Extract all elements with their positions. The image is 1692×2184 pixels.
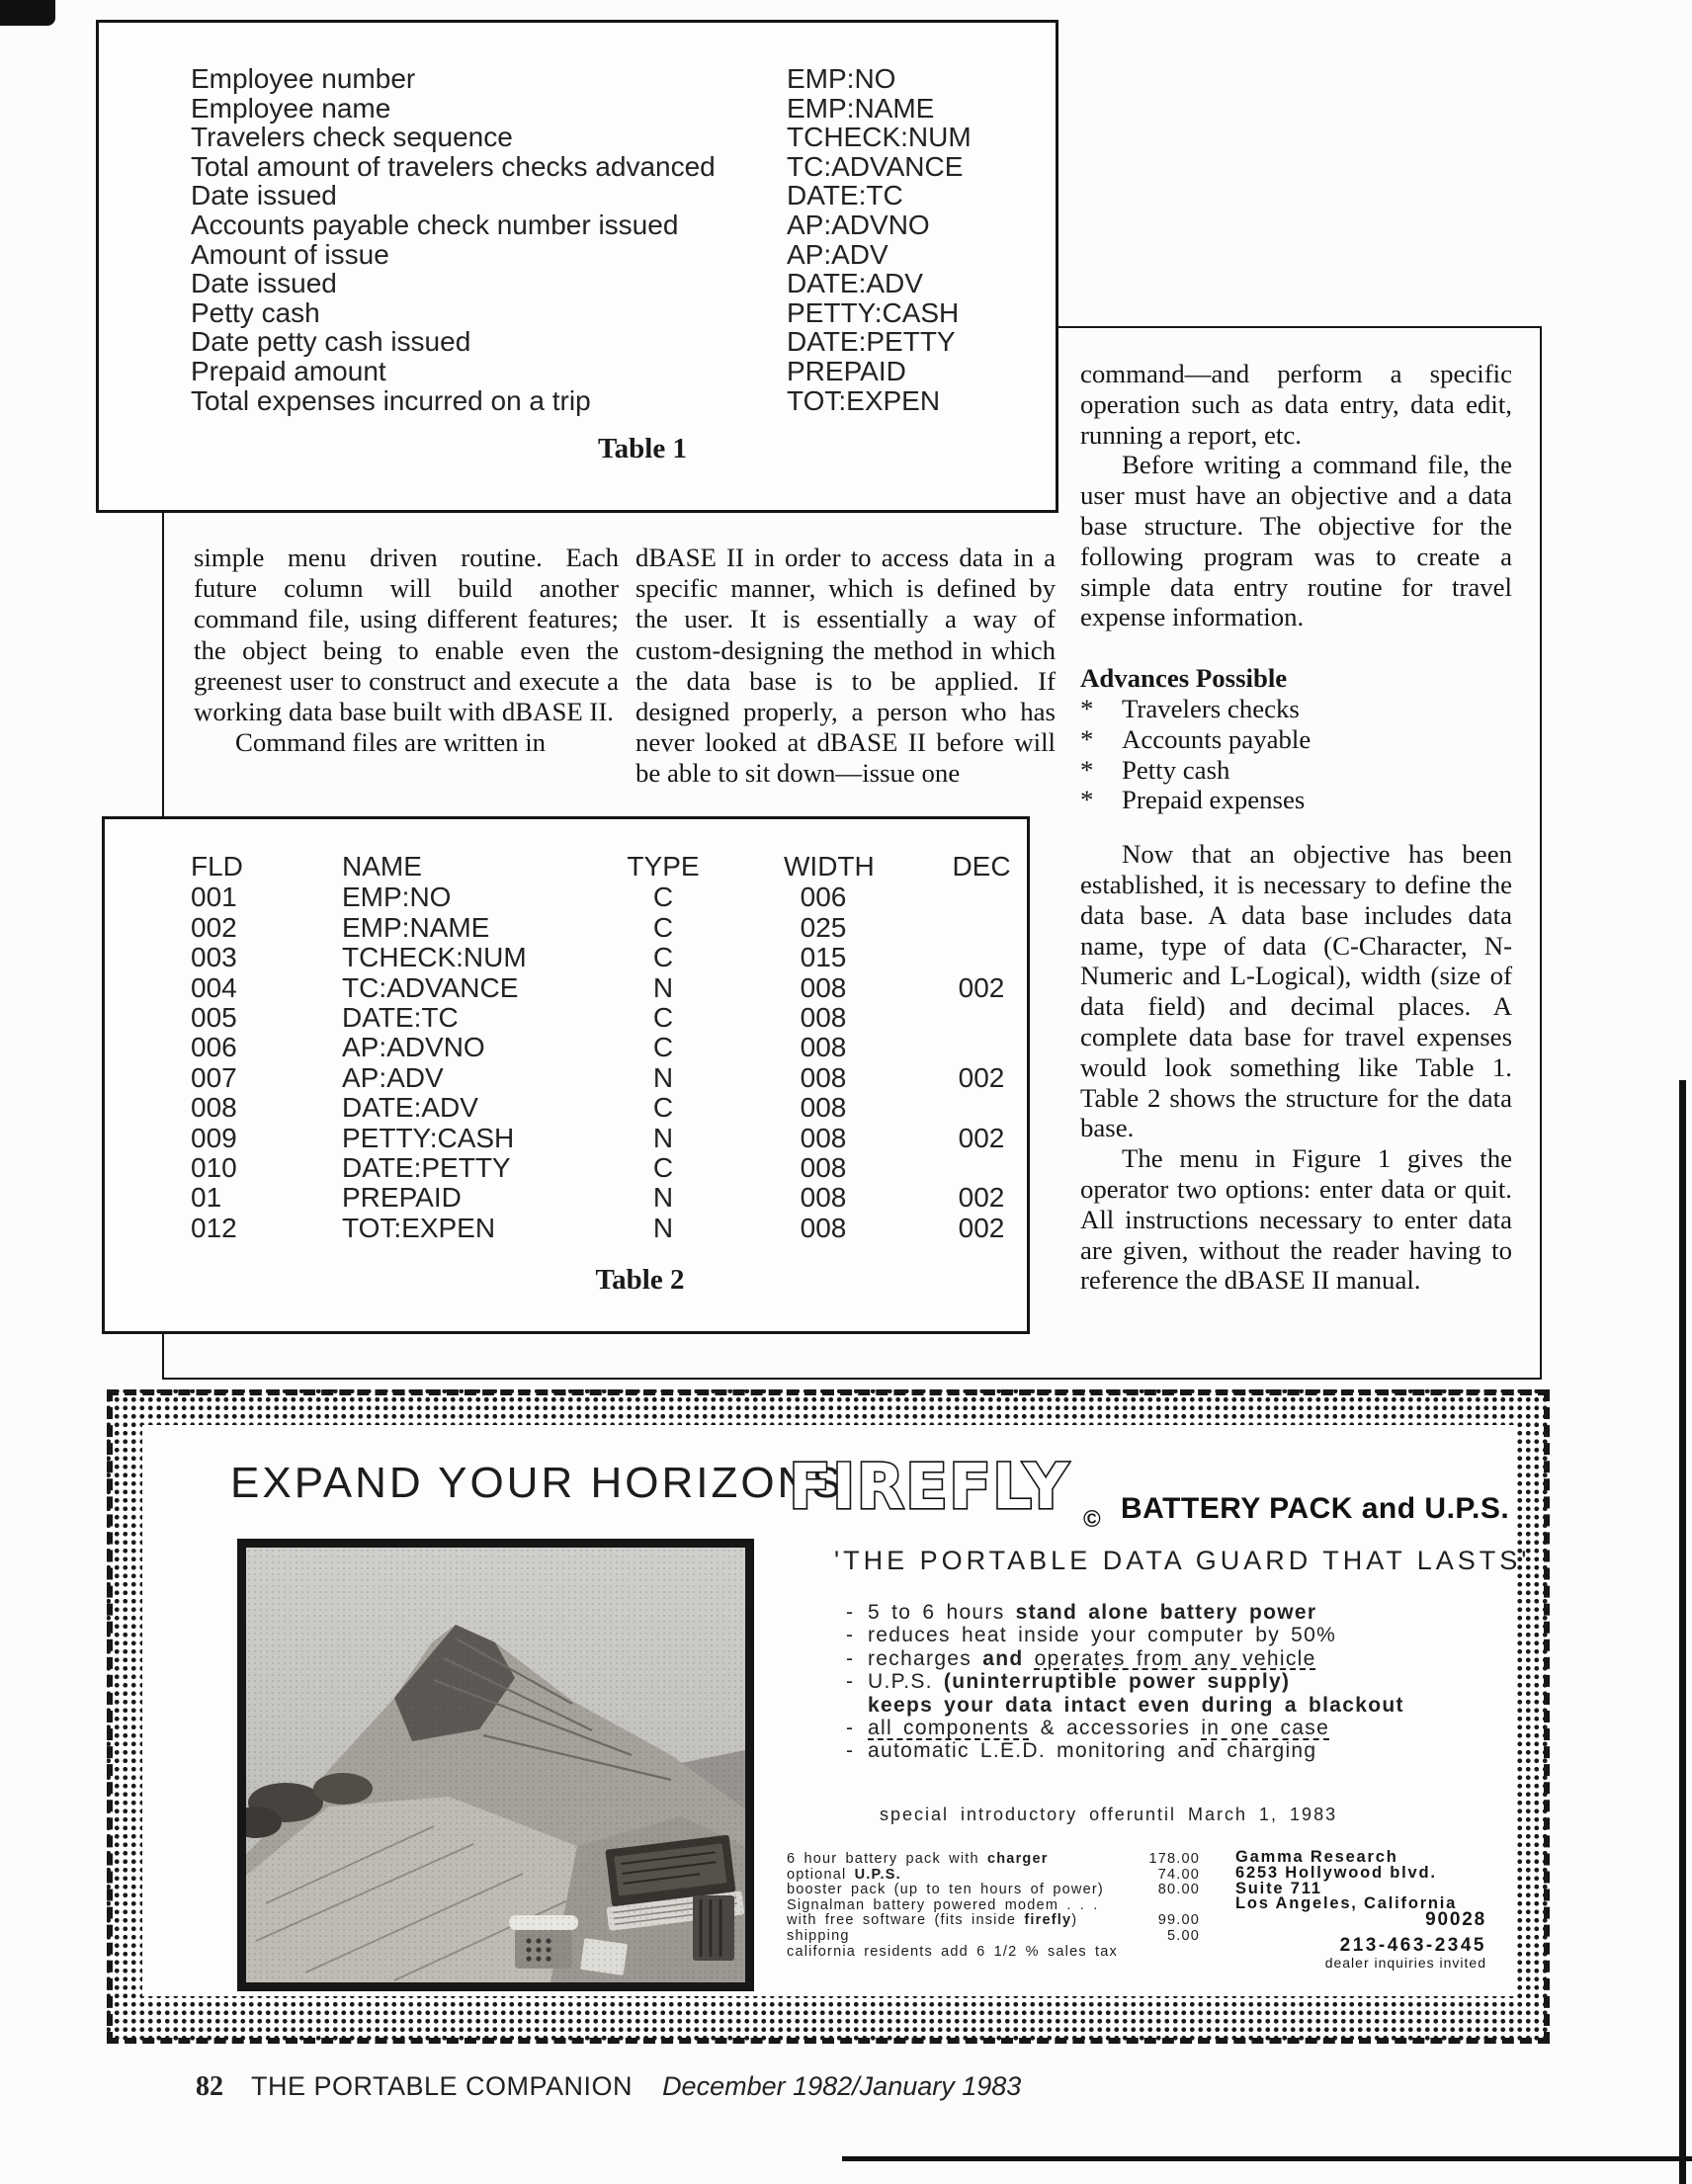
table-cell: 002 [958, 1061, 1005, 1093]
feature-text [868, 1624, 1336, 1646]
table-cell: 015 [800, 942, 847, 973]
table-cell: C [652, 1001, 674, 1033]
field-name: AP:ADV [787, 238, 888, 270]
ad-tagline: 'THE PORTABLE DATA GUARD THAT LASTS' [834, 1546, 1531, 1575]
landscape-photo [237, 1539, 754, 1991]
scan-artifact-right-edge [1679, 1080, 1686, 2184]
text-segment: california residents add 6 1/2 % sales tax [787, 1943, 1118, 1960]
table-cell: N [652, 1061, 674, 1093]
field-description: Accounts payable check number issued [191, 209, 679, 240]
table-cell: 008 [800, 1032, 847, 1063]
field-description: Employee name [191, 92, 391, 124]
table1-rows [191, 64, 1036, 415]
text-segment: (uninterruptible power supply) [943, 1670, 1291, 1694]
address-lines [1235, 1850, 1486, 1912]
text-segment: ) [1071, 1912, 1078, 1929]
page-number: 82 [196, 2071, 223, 2102]
phone-number: 213-463-2345 [1339, 1934, 1486, 1956]
bullet-asterisk: * [1080, 723, 1094, 754]
field-name: TOT:EXPEN [787, 384, 941, 416]
table-cell: 008 [800, 971, 847, 1003]
feature-text [868, 1647, 1316, 1670]
ad-headline: EXPAND YOUR HORIZONS [230, 1459, 844, 1507]
paragraph: Before writing a command file, the user must have an objective and a data base structure. The objective for the following program was to create a simple data entry routine for travel expense information. [1080, 450, 1512, 632]
table-row [191, 1182, 1041, 1212]
advances-list [1080, 694, 1512, 815]
table-row [191, 269, 1036, 298]
table-row [191, 912, 1041, 942]
field-description: Total expenses incurred on a trip [191, 384, 591, 416]
field-name: TC:ADVANCE [787, 150, 964, 182]
magazine-title: THE PORTABLE COMPANION [251, 2071, 634, 2101]
text-segment: recharges [868, 1646, 983, 1670]
paragraph: Command files are written in [235, 727, 547, 758]
dash-bullet: - [846, 1717, 855, 1740]
field-name: DATE:ADV [787, 268, 923, 299]
address-line: Gamma Research [1235, 1848, 1398, 1866]
table-cell: C [652, 1092, 674, 1124]
text-segment: with free software (fits inside [787, 1912, 1025, 1929]
field-description: Employee number [191, 63, 416, 94]
text-segment: operates from any vehicle [1034, 1646, 1316, 1670]
table1-caption: Table 1 [598, 433, 687, 464]
table-row [191, 882, 1041, 911]
price-value: 74.00 [1157, 1866, 1200, 1883]
field-name: EMP:NO [787, 63, 896, 94]
table-cell: 002 [958, 1212, 1005, 1243]
field-name: DATE:PETTY [787, 326, 956, 358]
table-cell: 008 [800, 1122, 847, 1153]
table-cell: 002 [958, 1122, 1005, 1153]
feature-text [868, 1739, 1316, 1762]
list-item [1080, 755, 1512, 786]
issue-date: December 1982/January 1983 [662, 2071, 1022, 2101]
table-cell: C [652, 1151, 674, 1183]
scan-artifact-bottom-edge [842, 2156, 1692, 2161]
price-item [787, 1868, 1200, 1884]
table-row [191, 240, 1036, 270]
list-item-label: Accounts payable [1122, 723, 1311, 754]
bullet-asterisk: * [1080, 693, 1094, 723]
column-header: FLD [191, 851, 243, 882]
price-item [787, 1913, 1200, 1929]
feature-text [868, 1717, 1329, 1739]
column-header: NAME [342, 851, 422, 882]
field-name: EMP:NAME [787, 92, 935, 124]
table2-caption: Table 2 [595, 1264, 685, 1296]
copyright-icon: © [1083, 1506, 1101, 1533]
text-segment: charger [986, 1851, 1049, 1867]
table-header-row [191, 851, 1041, 881]
text-segment: keeps your data intact even during a blackout [868, 1693, 1404, 1717]
column-header: DEC [952, 851, 1011, 882]
table-row [191, 357, 1036, 386]
table-row [191, 94, 1036, 124]
table-cell: C [652, 911, 674, 943]
table-cell: N [652, 1122, 674, 1153]
table-row [191, 942, 1041, 971]
text-segment: Signalman battery powered modem . . . [787, 1896, 1099, 1913]
text-segment: in one case [1201, 1717, 1330, 1740]
feature-list [846, 1601, 1404, 1763]
table-cell: EMP:NO [342, 882, 452, 913]
list-item [1080, 785, 1512, 815]
field-description: Date issued [191, 268, 337, 299]
list-item-label: Petty cash [1122, 754, 1230, 785]
price-label [787, 1883, 1104, 1898]
table2-grid [191, 851, 1041, 1242]
paragraph: command—and perform a specific operation such as data entry, data edit, running a report, etc. [1080, 359, 1512, 450]
field-name: DATE:TC [787, 180, 903, 211]
text-segment: U.P.S. [854, 1866, 901, 1883]
table-cell: 012 [191, 1212, 237, 1243]
column-header: WIDTH [784, 851, 875, 882]
table-cell: 008 [800, 1001, 847, 1033]
list-item [1080, 724, 1512, 755]
address-block [1235, 1850, 1486, 1972]
paragraph: simple menu driven routine. Each future column will build another command file, using different features; the object being to enable even the greenest user to construct and execute a working data base built with dBASE II. [194, 543, 619, 727]
scan-artifact-top-left [0, 0, 55, 26]
table-cell: 01 [191, 1182, 222, 1214]
field-description: Travelers check sequence [191, 122, 513, 153]
table-cell: 004 [191, 971, 237, 1003]
table-cell: 002 [958, 971, 1005, 1003]
list-item-label: Travelers checks [1122, 693, 1300, 723]
field-name: TCHECK:NUM [787, 122, 972, 153]
price-value: 178.00 [1148, 1851, 1200, 1867]
feature-text [868, 1670, 1290, 1693]
table-cell: 008 [800, 1212, 847, 1243]
text-segment: stand alone battery power [1015, 1601, 1317, 1624]
table1-box [96, 20, 1058, 513]
table-cell: 009 [191, 1122, 237, 1153]
text-segment: firefly [1024, 1912, 1072, 1929]
halftone-overlay [246, 1548, 745, 1982]
article-column-1 [194, 543, 619, 758]
table-cell: N [652, 1182, 674, 1214]
table-cell: 002 [191, 911, 237, 943]
table-cell: 002 [958, 1182, 1005, 1214]
article-column-2 [635, 543, 1056, 790]
table-row [191, 1002, 1041, 1032]
feature-text [868, 1694, 1404, 1717]
text-segment: booster pack (up to ten hours of power) [787, 1882, 1104, 1898]
text-segment: automatic L.E.D. monitoring and charging [868, 1739, 1317, 1763]
price-value: 80.00 [1157, 1882, 1200, 1898]
firefly-logo-text: FIREFLY [789, 1451, 1070, 1523]
table-cell: 025 [800, 911, 847, 943]
price-label [787, 1929, 850, 1945]
table-cell: C [652, 1032, 674, 1063]
firefly-logo [787, 1439, 1083, 1539]
feature-item [846, 1601, 1404, 1624]
table-row [191, 327, 1036, 357]
price-item [787, 1852, 1200, 1868]
table-cell: N [652, 971, 674, 1003]
table-cell: 008 [191, 1092, 237, 1124]
table-row [191, 1123, 1041, 1152]
table-cell: 003 [191, 942, 237, 973]
column-header: TYPE [627, 851, 700, 882]
address-line: Suite 711 [1235, 1879, 1322, 1897]
table-cell: AP:ADV [342, 1061, 444, 1093]
table-cell: C [652, 882, 674, 913]
dash-bullet: - [846, 1739, 855, 1763]
field-name: AP:ADVNO [787, 209, 930, 240]
paragraph: dBASE II in order to access data in a specific manner, which is defined by the user. It is essentially a way of custom-designing the method in which the data base is to be applied. If designed properly, a person who has never looked at dBASE II before will be able to sit down—issue one [635, 543, 1056, 789]
product-title: BATTERY PACK and U.P.S. [1121, 1492, 1510, 1525]
table-row [191, 972, 1041, 1002]
table-cell: 008 [800, 1151, 847, 1183]
feature-item [846, 1739, 1404, 1762]
dash-bullet [846, 1694, 868, 1717]
table-row [191, 298, 1036, 328]
list-item [1080, 694, 1512, 724]
field-description: Amount of issue [191, 238, 389, 270]
price-label [787, 1898, 1098, 1914]
field-description: Date petty cash issued [191, 326, 471, 358]
price-label [787, 1868, 901, 1884]
table-cell: PREPAID [342, 1182, 462, 1214]
table-cell: 006 [800, 882, 847, 913]
price-value: 99.00 [1157, 1912, 1200, 1929]
table2-box [102, 816, 1030, 1334]
address-line: 6253 Hollywood blvd. [1235, 1863, 1437, 1882]
table-cell: DATE:TC [342, 1001, 459, 1033]
advances-heading: Advances Possible [1080, 663, 1288, 694]
table-cell: 005 [191, 1001, 237, 1033]
table-cell: EMP:NAME [342, 911, 490, 943]
feature-item [846, 1717, 1404, 1739]
firefly-advertisement [107, 1389, 1550, 2044]
paragraph: The menu in Figure 1 gives the operator two options: enter data or quit. All instructions necessary to enter data are given, without the reader having to reference the dBASE II manual. [1080, 1143, 1512, 1296]
field-description: Total amount of travelers checks advanced [191, 150, 716, 182]
table-cell: DATE:ADV [342, 1092, 478, 1124]
feature-text [868, 1601, 1316, 1624]
price-label [787, 1852, 1049, 1868]
table-cell: TOT:EXPEN [342, 1212, 496, 1243]
table-cell: 008 [800, 1182, 847, 1214]
text-segment [1023, 1647, 1034, 1670]
price-item [787, 1898, 1200, 1914]
feature-item [846, 1694, 1404, 1717]
page-footer [196, 2071, 1021, 2103]
table-cell: PETTY:CASH [342, 1122, 515, 1153]
table-cell: 006 [191, 1032, 237, 1063]
table-row [191, 123, 1036, 152]
field-description: Prepaid amount [191, 355, 386, 386]
field-description: Petty cash [191, 296, 320, 328]
dash-bullet: - [846, 1646, 855, 1670]
dash-bullet: - [846, 1670, 855, 1694]
table-cell: 008 [800, 1092, 847, 1124]
paragraph: Now that an objective has been established, it is necessary to define the data base. A data base includes data name, type of data (C-Character, N-Numeric and L-Logical), width (size of data field) and decimal places. A complete data base for travel expenses would look something like Table 1. Table 2 shows the structure for the data base. [1080, 839, 1512, 1143]
price-item [787, 1929, 1200, 1945]
feature-item [846, 1647, 1404, 1670]
field-name: PREPAID [787, 355, 906, 386]
text-segment: & accessories [1029, 1717, 1202, 1740]
text-segment: reduces heat inside your computer by 50% [868, 1624, 1337, 1647]
dash-bullet: - [846, 1624, 855, 1647]
table-row [191, 386, 1036, 416]
feature-item [846, 1624, 1404, 1646]
address-line: Los Angeles, California [1235, 1894, 1458, 1913]
price-item [787, 1945, 1200, 1961]
text-segment: and [982, 1646, 1024, 1670]
table-cell: C [652, 942, 674, 973]
dash-bullet: - [846, 1601, 855, 1624]
text-segment: shipping [787, 1927, 850, 1944]
field-name: PETTY:CASH [787, 296, 960, 328]
table-row [191, 1213, 1041, 1242]
table-cell: 001 [191, 882, 237, 913]
price-label [787, 1913, 1077, 1929]
table-row [191, 64, 1036, 94]
price-value: 5.00 [1166, 1927, 1200, 1944]
price-item [787, 1883, 1200, 1898]
table-cell: 007 [191, 1061, 237, 1093]
landscape-photo-svg [246, 1548, 745, 1982]
article-column-3 [1080, 359, 1512, 1296]
ad-inner-panel [142, 1425, 1531, 1996]
text-segment: optional [787, 1866, 855, 1883]
table-cell: AP:ADVNO [342, 1032, 485, 1063]
bullet-asterisk: * [1080, 754, 1094, 785]
table-cell: 008 [800, 1061, 847, 1093]
offer-label: special introductory offer [880, 1805, 1135, 1824]
field-description: Date issued [191, 180, 337, 211]
text-segment: 5 to 6 hours [868, 1601, 1016, 1624]
table-row [191, 210, 1036, 240]
text-segment: all components [868, 1717, 1030, 1740]
price-label [787, 1945, 1118, 1961]
price-list [787, 1852, 1200, 1960]
feature-item [846, 1670, 1404, 1693]
table-row [191, 1092, 1041, 1122]
table-cell: TC:ADVANCE [342, 971, 519, 1003]
list-item-label: Prepaid expenses [1122, 785, 1306, 815]
firefly-logo-svg [787, 1439, 1083, 1534]
text-segment: U.P.S. [868, 1670, 944, 1694]
table-row [191, 1152, 1041, 1182]
address-zip: 90028 [1425, 1909, 1486, 1931]
table-row [191, 181, 1036, 210]
text-segment: 6 hour battery pack with [787, 1851, 987, 1867]
dealer-note: dealer inquiries invited [1324, 1954, 1486, 1971]
table-cell: TCHECK:NUM [342, 942, 527, 973]
table-cell: DATE:PETTY [342, 1151, 511, 1183]
table-cell: N [652, 1212, 674, 1243]
table-row [191, 152, 1036, 182]
bullet-asterisk: * [1080, 785, 1094, 815]
offer-until: until March 1, 1983 [1134, 1805, 1338, 1824]
table-row [191, 1062, 1041, 1092]
table-cell: 010 [191, 1151, 237, 1183]
table-row [191, 1032, 1041, 1061]
